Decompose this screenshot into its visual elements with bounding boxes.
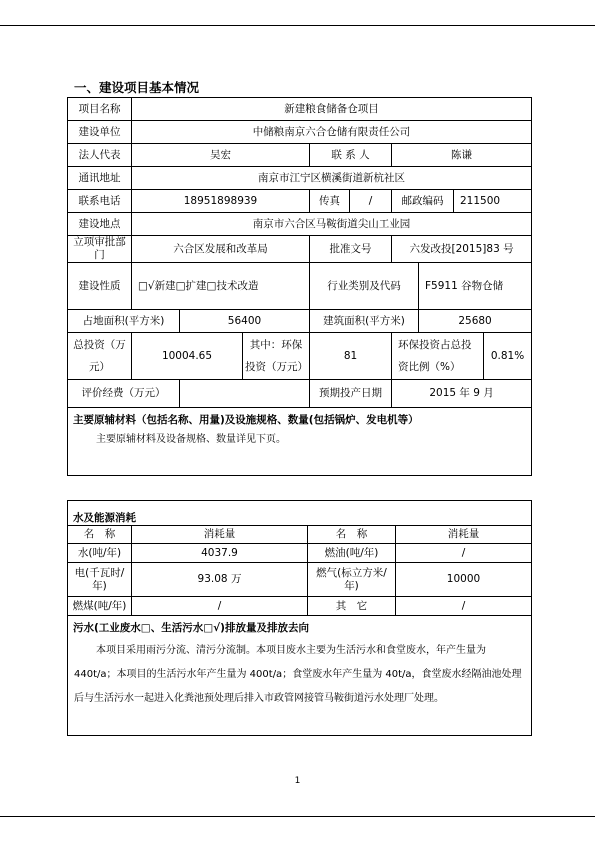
bottom-rule <box>0 816 595 817</box>
energy-value: 4037.9 <box>132 544 308 563</box>
energy-value: 93.08 万 <box>132 563 308 597</box>
legal-value: 吴宏 <box>132 144 310 167</box>
energy-header-amount-2: 消耗量 <box>396 526 532 544</box>
eval-fee-value <box>180 380 310 408</box>
env-ratio-value: 0.81% <box>484 333 532 380</box>
address-label: 通讯地址 <box>68 167 132 190</box>
energy-name: 燃煤(吨/年) <box>68 597 132 616</box>
operation-date-value: 2015 年 9 月 <box>392 380 532 408</box>
building-area-value: 25680 <box>419 310 532 333</box>
project-name-value: 新建粮食储备仓项目 <box>132 98 532 121</box>
table-row <box>68 563 532 597</box>
basic-info-table <box>67 97 532 476</box>
contact-label: 联 系 人 <box>310 144 392 167</box>
fax-value: / <box>350 190 392 213</box>
energy-name: 电(千瓦时/年) <box>68 563 132 597</box>
building-area-label: 建筑面积(平方米) <box>310 310 419 333</box>
materials-title: 主要原辅材料（包括名称、用量)及设施规格、数量(包括锅炉、发电机等） <box>73 414 419 426</box>
energy-value: 10000 <box>396 563 532 597</box>
postcode-value: 211500 <box>454 190 532 213</box>
unit-value: 中储粮南京六合仓储有限责任公司 <box>132 121 532 144</box>
env-invest-label: 其中：环保投资（万元） <box>243 333 310 380</box>
fax-label: 传真 <box>310 190 350 213</box>
materials-text: 主要原辅材料及设备规格、数量详见下页。 <box>96 434 286 445</box>
site-value: 南京市六合区马鞍街道尖山工业园 <box>132 213 532 236</box>
land-area-value: 56400 <box>180 310 310 333</box>
wastewater-title: 污水(工业废水□、生活污水□√)排放量及排放去向 <box>73 622 309 634</box>
env-ratio-label: 环保投资占总投资比例（%） <box>392 333 484 380</box>
site-label: 建设地点 <box>68 213 132 236</box>
energy-header-name-2: 名 称 <box>308 526 396 544</box>
industry-label: 行业类别及代码 <box>310 263 419 310</box>
energy-header-amount-1: 消耗量 <box>132 526 308 544</box>
phone-value: 18951898939 <box>132 190 310 213</box>
approval-dept-value: 六合区发展和改革局 <box>132 236 310 263</box>
total-invest-label: 总投资（万元） <box>68 333 132 380</box>
energy-title: 水及能源消耗 <box>68 501 532 526</box>
materials-box <box>68 408 532 476</box>
energy-value: / <box>396 544 532 563</box>
unit-label: 建设单位 <box>68 121 132 144</box>
energy-table <box>67 500 532 736</box>
table-row <box>68 597 532 616</box>
page-number: 1 <box>294 776 301 786</box>
approval-dept-label: 立项审批部门 <box>68 236 132 263</box>
contact-value: 陈谦 <box>392 144 532 167</box>
energy-name: 燃气(标立方米/年) <box>308 563 396 597</box>
postcode-label: 邮政编码 <box>392 190 454 213</box>
env-invest-value: 81 <box>310 333 392 380</box>
approval-no-value: 六发改投[2015]83 号 <box>392 236 532 263</box>
phone-label: 联系电话 <box>68 190 132 213</box>
table-row <box>68 544 532 563</box>
address-value: 南京市江宁区横溪街道新杭社区 <box>132 167 532 190</box>
energy-header-name-1: 名 称 <box>68 526 132 544</box>
top-rule <box>0 25 595 26</box>
eval-fee-label: 评价经费（万元） <box>68 380 180 408</box>
operation-date-label: 预期投产日期 <box>310 380 392 408</box>
land-area-label: 占地面积(平方米) <box>68 310 180 333</box>
energy-name: 其 它 <box>308 597 396 616</box>
wastewater-box <box>68 616 532 736</box>
energy-name: 水(吨/年) <box>68 544 132 563</box>
total-invest-value: 10004.65 <box>132 333 243 380</box>
nature-value: □√新建□扩建□技术改造 <box>132 263 310 310</box>
approval-no-label: 批准文号 <box>310 236 392 263</box>
nature-label: 建设性质 <box>68 263 132 310</box>
legal-label: 法人代表 <box>68 144 132 167</box>
energy-value: / <box>396 597 532 616</box>
wastewater-text: 本项目采用雨污分流、清污分流制。本项目废水主要为生活污水和食堂废水，年产生量为 440t/a；本项目的生活污水年产生量为 400t/a；食堂废水年产生量为 40t/a，食堂废水经隔油池处理后与生活污水一起进入化粪池预处理后排入市政管网接管马鞍街道污水处理厂处理。 <box>74 645 522 704</box>
industry-value: F5911 谷物仓储 <box>419 263 532 310</box>
energy-name: 燃油(吨/年) <box>308 544 396 563</box>
section-title: 一、建设项目基本情况 <box>74 80 200 95</box>
project-name-label: 项目名称 <box>68 98 132 121</box>
energy-value: / <box>132 597 308 616</box>
